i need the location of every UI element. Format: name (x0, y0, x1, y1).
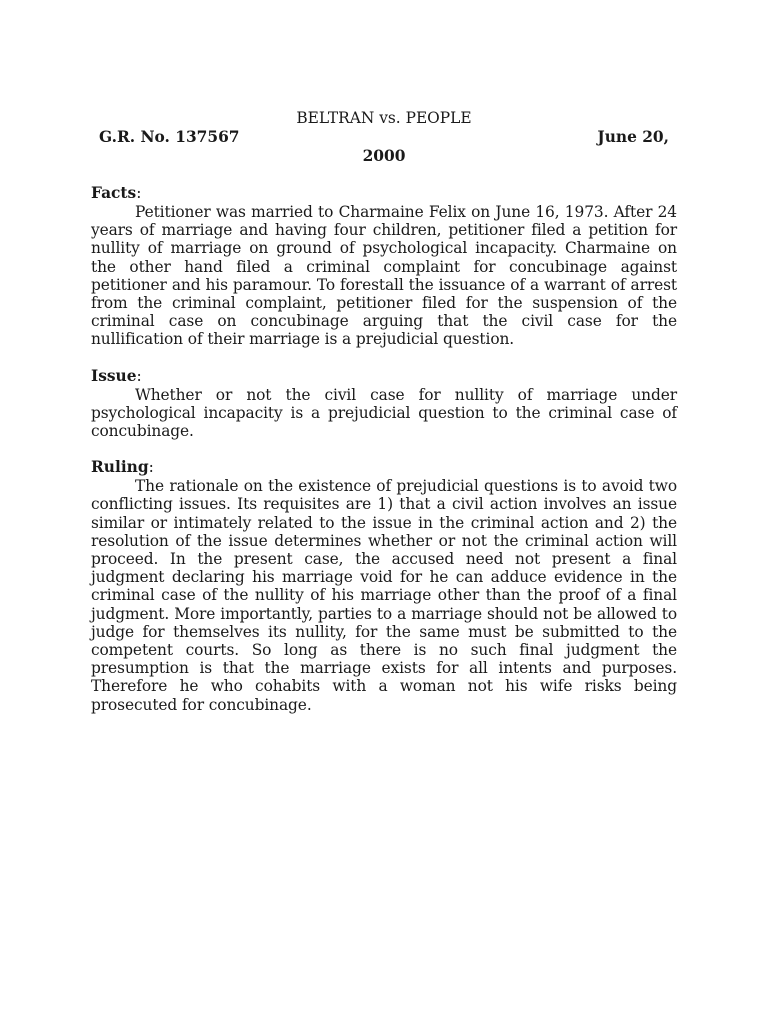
facts-heading (91, 184, 677, 203)
facts-heading-label: Facts (91, 184, 137, 202)
decision-date-month-day: June 20, (597, 128, 669, 146)
case-title: BELTRAN vs. PEOPLE (296, 109, 472, 127)
facts-text: Petitioner was married to Charmaine Felix on June 16, 1973. After 24 years of marriage and having four children, petitioner filed a petition for nullity of marriage on ground of psychological incapacity. Charmaine on the other hand filed a criminal complaint for concubinage against petitioner and his paramour. To forestall the issuance of a warrant of arrest from the criminal complaint, petitioner filed for the suspension of the criminal case on concubinage arguing that the civil case for the nullification of their marriage is a prejudicial question. (91, 203, 677, 349)
issue-text: Whether or not the civil case for nullity of marriage under psychological incapacity is a prejudicial question to the criminal case of concubinage. (91, 385, 677, 441)
issue-heading-label: Issue (91, 366, 137, 385)
facts-section (91, 184, 677, 349)
issue-heading (91, 367, 677, 386)
ruling-heading-label: Ruling (91, 458, 149, 477)
issue-heading-colon: : (136, 366, 142, 385)
facts-heading-colon: : (136, 184, 142, 202)
ruling-heading-colon: : (148, 458, 154, 477)
decision-date-year: 2000 (362, 147, 406, 165)
gr-number: G.R. No. 137567 (99, 128, 240, 146)
document-page (91, 109, 677, 714)
ruling-text: The rationale on the existence of prejudicial questions is to avoid two conflicting issues. Its requisites are 1) that a civil action involves an issue similar or intimately related to the issue in the criminal action and 2) the resolution of the issue determines whether or not the criminal action will proceed. In the present case, the accused need not present a final judgment declaring his marriage void for he can adduce evidence in the criminal case of the nullity of his marriage other than the proof of a final judgment. More importantly, parties to a marriage should not be allowed to judge for themselves its nullity, for the same must be submitted to the competent courts. So long as there is no such final judgment the presumption is that the marriage exists for all intents and purposes. Therefore he who cohabits with a woman not his wife risks being prosecuted for concubinage. (91, 477, 677, 714)
issue-section (91, 367, 677, 441)
ruling-section (91, 458, 677, 714)
ruling-heading (91, 458, 677, 477)
case-reference-line (91, 128, 677, 147)
